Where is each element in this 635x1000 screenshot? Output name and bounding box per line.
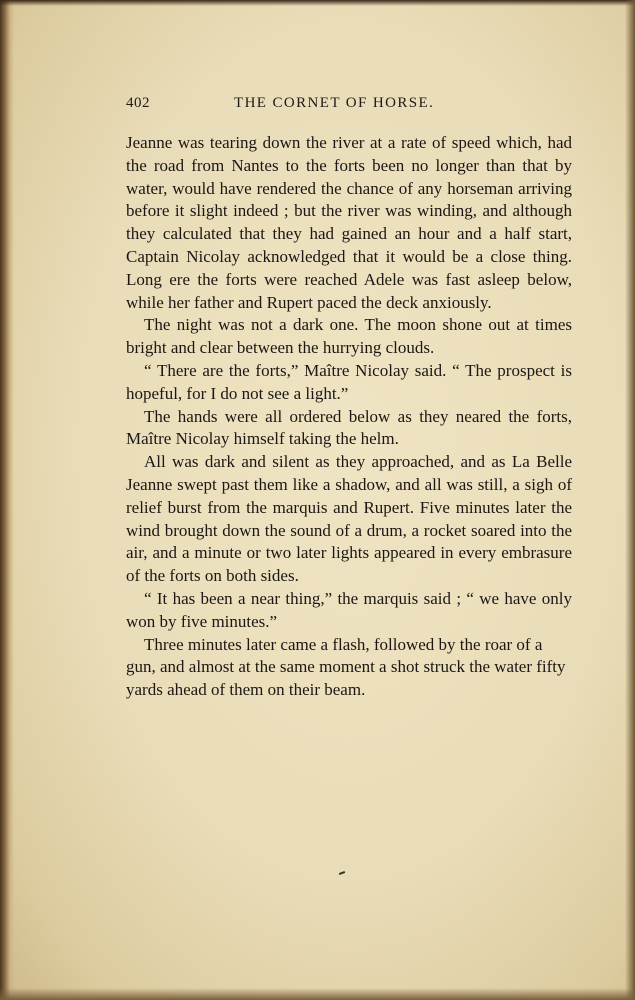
paragraph: Three minutes later came a flash, followed by the roar of a gun, and almost at the same moment a shot struck the water fifty yards ahead of them on their beam. xyxy=(126,634,566,700)
paragraph: The night was not a dark one. The moon shone out at times bright and clear between the hurrying clouds. xyxy=(126,315,572,358)
ink-speck xyxy=(339,871,345,875)
page-header xyxy=(126,95,572,119)
page-right-edge xyxy=(625,0,635,1000)
running-title: THE CORNET OF HORSE. xyxy=(234,95,435,111)
page-bottom-edge xyxy=(0,988,635,1000)
paragraph: Jeanne was tearing down the river at a rate of speed which, had the road from Nantes to the forts been no longer than that by water, would have rendered the chance of any horseman arriving before it slight indeed ; but the river was winding, and although they calculated that they had gained an hour and a half start, Captain Nicolay acknowledged that it would be a close thing. Long ere the forts were reached Adele was fast asleep below, while her father and Rupert paced the deck anxiously. xyxy=(126,133,572,312)
paragraph: “ It has been a near thing,” the marquis said ; “ we have only won by five minutes.” xyxy=(126,588,572,631)
paragraph: “ There are the forts,” Maître Nicolay said. “ The prospect is hopeful, for I do not see a light.” xyxy=(126,360,572,403)
page-binding-edge xyxy=(0,0,14,1000)
page-top-edge xyxy=(0,0,635,6)
paragraph: All was dark and silent as they approached, and as La Belle Jeanne swept past them like a shadow, and all was still, a sigh of relief burst from the marquis and Rupert. Five minutes later the wind brought down the sound of a drum, a rocket soared into the air, and a minute or two later lights appeared in every embrasure of the forts on both sides. xyxy=(126,452,572,586)
page-number: 402 xyxy=(126,95,150,111)
body-text xyxy=(126,132,572,702)
paragraph: The hands were all ordered below as they neared the forts, Maître Nicolay himself taking the helm. xyxy=(126,406,572,449)
